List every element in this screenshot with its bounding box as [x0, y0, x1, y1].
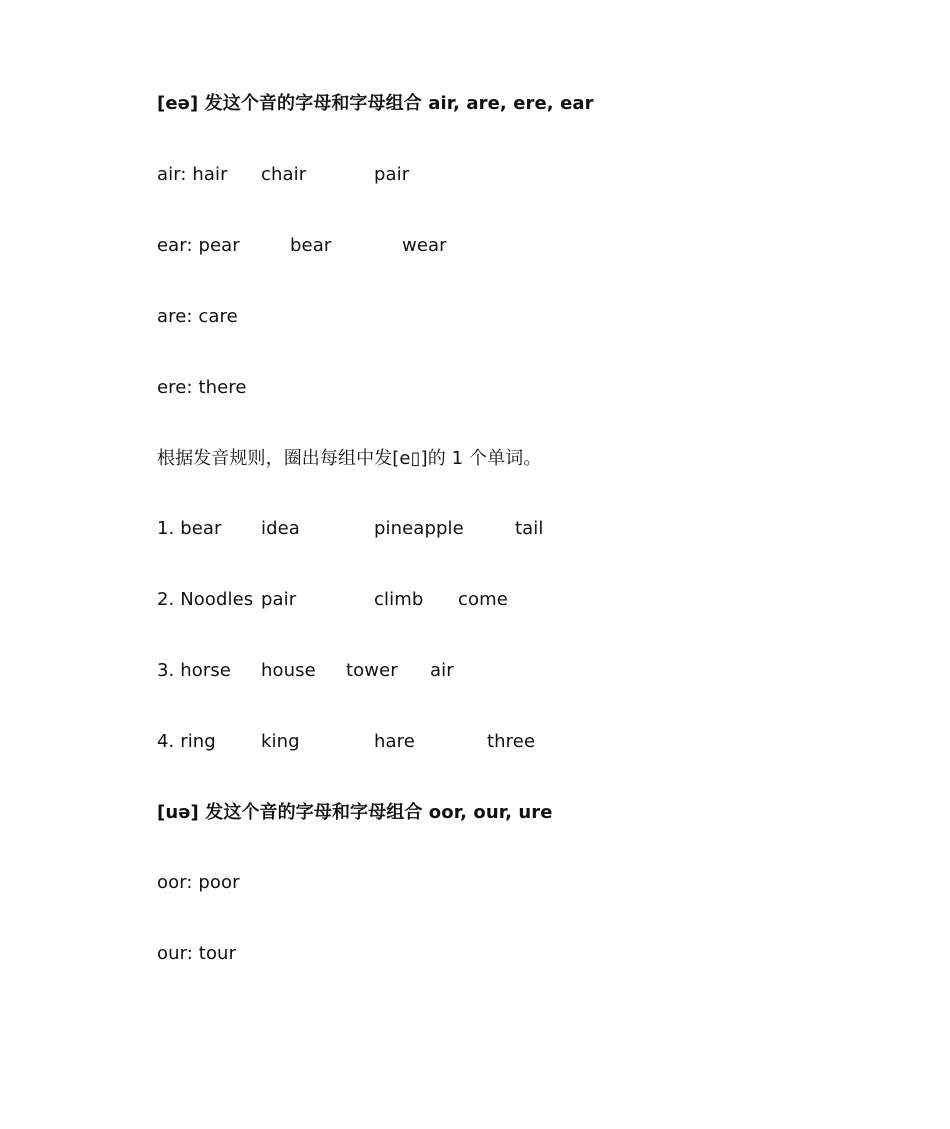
exercise-option: air: [430, 660, 454, 681]
exercise-option: three: [487, 731, 536, 752]
group-word: bear: [290, 235, 332, 256]
exercise-option: pineapple: [374, 518, 464, 539]
heading-text: [uə] 发这个音的字母和字母组合 oor, our, ure: [157, 802, 553, 823]
exercise-option: come: [458, 589, 508, 610]
group-prefix: oor: poor: [157, 872, 240, 893]
exercise-option: king: [261, 731, 300, 752]
exercise-option: hare: [374, 731, 415, 752]
group-word: wear: [402, 235, 447, 256]
exercise-option: tail: [515, 518, 544, 539]
group-prefix: ere: there: [157, 377, 247, 398]
exercise-option: pair: [261, 589, 297, 610]
instruction-text: 根据发音规则，圈出每组中发[e▯]的 1 个单词。: [157, 448, 542, 469]
group-prefix: are: care: [157, 306, 238, 327]
exercise-number: 3. horse: [157, 660, 231, 681]
group-prefix: ear: pear: [157, 235, 240, 256]
heading-text: [eə] 发这个音的字母和字母组合 air, are, ere, ear: [157, 93, 594, 114]
group-word: chair: [261, 164, 307, 185]
exercise-number: 1. bear: [157, 518, 222, 539]
group-prefix: air: hair: [157, 164, 228, 185]
group-word: pair: [374, 164, 410, 185]
exercise-option: house: [261, 660, 316, 681]
group-prefix: our: tour: [157, 943, 237, 964]
exercise-option: idea: [261, 518, 300, 539]
exercise-option: climb: [374, 589, 424, 610]
exercise-number: 4. ring: [157, 731, 216, 752]
exercise-option: tower: [346, 660, 398, 681]
exercise-number: 2. Noodles: [157, 589, 254, 610]
